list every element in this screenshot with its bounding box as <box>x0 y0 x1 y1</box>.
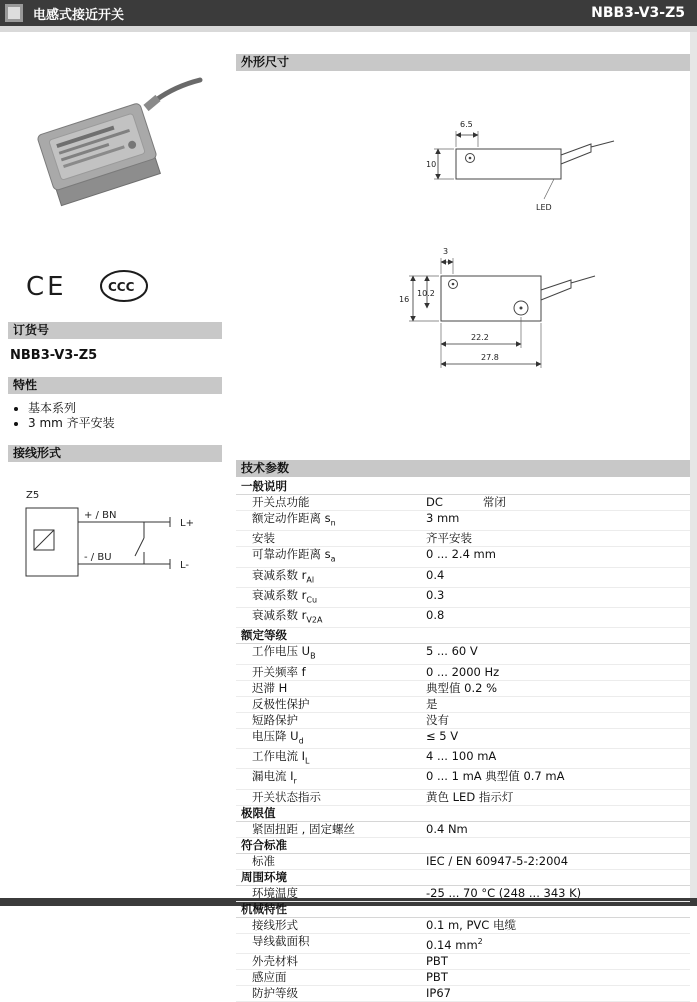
tech-row <box>236 822 690 838</box>
tech-row-label: 紧固扭距 , 固定螺丝 <box>252 821 355 836</box>
tech-row <box>236 954 690 970</box>
tech-group-title: 极限值 <box>236 806 690 822</box>
tech-row <box>236 681 690 697</box>
tech-row-label: 反极性保护 <box>252 696 310 711</box>
dimension-view-side <box>386 111 690 218</box>
tech-group-title: 符合标准 <box>236 838 690 854</box>
tech-parameters-table <box>236 479 690 1002</box>
tech-group-title: 一般说明 <box>236 479 690 495</box>
tech-row <box>236 749 690 769</box>
tech-row-value: 是 <box>426 696 438 711</box>
tech-row-label: 安装 <box>252 531 275 546</box>
dimensions-section-title: 外形尺寸 <box>236 54 690 71</box>
right-column <box>228 44 690 1000</box>
certification-marks <box>24 268 222 304</box>
header-divider-band <box>0 26 697 32</box>
tech-row <box>236 588 690 608</box>
svg-text:27.8: 27.8 <box>481 353 499 362</box>
tech-row-value: 没有 <box>426 712 449 727</box>
svg-text:Z5: Z5 <box>26 490 40 501</box>
tech-row-label: 开关状态指示 <box>252 789 321 804</box>
tech-row-label: 导线截面积 <box>252 933 310 948</box>
tech-row-value: ≤ 5 V <box>426 728 459 743</box>
tech-row-label: 接线形式 <box>252 917 298 932</box>
tech-row-value-secondary: 常闭 <box>482 495 506 509</box>
feature-item: • 基本系列 <box>28 401 222 416</box>
order-section-title: 订货号 <box>8 322 222 339</box>
tech-row-label: 额定动作距离 $s_n$ <box>252 511 336 528</box>
tech-row <box>236 511 690 531</box>
tech-row-value: 5 ... 60 V <box>426 644 478 659</box>
tech-row-label: 衰减系数 $r_{Al}$ <box>252 567 315 584</box>
tech-group-title: 机械特性 <box>236 902 690 918</box>
tech-row-value: PBT <box>426 953 448 968</box>
svg-text:10: 10 <box>426 160 437 169</box>
svg-text:+ / BN: + / BN <box>84 510 117 521</box>
tech-row-label: 短路保护 <box>252 712 298 727</box>
led-label: LED <box>536 203 552 212</box>
tech-row-label: 迟滞 H <box>252 680 288 695</box>
page-content <box>0 44 690 1000</box>
tech-row <box>236 665 690 681</box>
tech-row-value: 0.4 Nm <box>426 821 468 836</box>
tech-row-value: 0.8 <box>426 608 445 623</box>
tech-row <box>236 644 690 664</box>
svg-text:CCC: CCC <box>108 280 135 294</box>
tech-row-label: 工作电流 $I_L$ <box>252 749 310 766</box>
tech-row-label: 可靠动作距离 $s_a$ <box>252 547 336 564</box>
tech-row-value: -25 ... 70 °C (248 ... 343 K) <box>426 885 582 900</box>
tech-row-label: 外壳材料 <box>252 953 298 968</box>
tech-row <box>236 854 690 870</box>
product-photo <box>8 54 222 246</box>
tech-row-label: 环境温度 <box>252 885 298 900</box>
svg-text:16: 16 <box>399 295 410 304</box>
tech-row-label: 感应面 <box>252 969 287 984</box>
svg-text:6.5: 6.5 <box>460 120 473 129</box>
tech-row-value: 0.4 <box>426 567 445 582</box>
tech-row <box>236 697 690 713</box>
tech-row-value: IP67 <box>426 985 451 1000</box>
tech-row-label: 工作电压 $U_B$ <box>252 644 316 661</box>
tech-row-value: 典型值 0.2 % <box>426 680 498 695</box>
tech-row-value: 0.3 <box>426 587 445 602</box>
tech-row <box>236 790 690 806</box>
product-type-title: 电感式接近开关 <box>33 7 125 23</box>
tech-row <box>236 729 690 749</box>
wiring-section-title: 接线形式 <box>8 445 222 462</box>
tech-row <box>236 769 690 789</box>
features-section-title: 特性 <box>8 377 222 394</box>
page-header <box>0 0 697 26</box>
tech-row <box>236 970 690 986</box>
tech-row <box>236 568 690 588</box>
tech-row-value: PBT <box>426 969 448 984</box>
tech-row-value: 0.1 m, PVC 电缆 <box>426 917 516 932</box>
tech-row-label: 开关频率 f <box>252 664 306 679</box>
tech-row <box>236 934 690 954</box>
order-number: NBB3-V3-Z5 <box>10 348 98 363</box>
dimension-drawings <box>236 111 690 460</box>
feature-item: • 3 mm 齐平安装 <box>28 416 222 431</box>
left-column <box>0 44 228 898</box>
wiring-diagram <box>22 486 222 601</box>
header-part-number: NBB3-V3-Z5 <box>591 5 685 21</box>
tech-row <box>236 531 690 547</box>
tech-section-title: 技术参数 <box>236 460 690 477</box>
tech-row <box>236 886 690 902</box>
svg-text:10.2: 10.2 <box>417 289 435 298</box>
tech-row-value: 黄色 LED 指示灯 <box>426 789 514 804</box>
tech-row-label: 漏电流 $I_r$ <box>252 769 297 786</box>
tech-row-label: 标准 <box>252 853 275 868</box>
svg-text:- / BU: - / BU <box>84 552 112 563</box>
tech-row <box>236 495 690 511</box>
product-category-icon <box>5 4 23 22</box>
ce-mark <box>24 270 72 302</box>
tech-row-label: 防护等级 <box>252 985 298 1000</box>
tech-row-value: 齐平安装 <box>426 531 472 546</box>
right-gutter <box>690 32 697 898</box>
tech-row-label: 电压降 $U_d$ <box>252 728 304 746</box>
tech-row <box>236 608 690 628</box>
tech-row <box>236 918 690 934</box>
tech-row <box>236 713 690 729</box>
svg-text:22.2: 22.2 <box>471 333 489 342</box>
tech-row-value: 0.14 $mm^2$ <box>426 936 483 952</box>
tech-row-value: 0 ... 1 mA 典型值 0.7 mA <box>426 769 565 784</box>
svg-text:CE: CE <box>26 272 67 302</box>
tech-row-value: 4 ... 100 mA <box>426 749 497 764</box>
svg-text:L-: L- <box>180 560 190 571</box>
tech-group-title: 周围环境 <box>236 870 690 886</box>
tech-row-label: 衰减系数 $r_{V2A}$ <box>252 608 323 625</box>
tech-row <box>236 547 690 567</box>
ccc-mark <box>98 268 150 304</box>
tech-row-label: 衰减系数 $r_{Cu}$ <box>252 587 318 605</box>
tech-row-value: 3 mm <box>426 511 460 525</box>
tech-row-label: 开关点功能 <box>252 495 310 509</box>
svg-text:L+: L+ <box>180 518 194 529</box>
svg-text:3: 3 <box>443 247 449 256</box>
tech-row-value: DC 常闭 <box>426 495 506 509</box>
tech-row-value: 0 ... 2000 Hz <box>426 664 500 679</box>
tech-row <box>236 986 690 1002</box>
tech-group-title: 额定等级 <box>236 628 690 644</box>
dimension-view-top <box>371 236 690 383</box>
tech-row-value: IEC / EN 60947-5-2:2004 <box>426 853 569 868</box>
tech-row-value: 0 ... 2.4 mm <box>426 547 496 562</box>
features-list <box>12 401 222 431</box>
